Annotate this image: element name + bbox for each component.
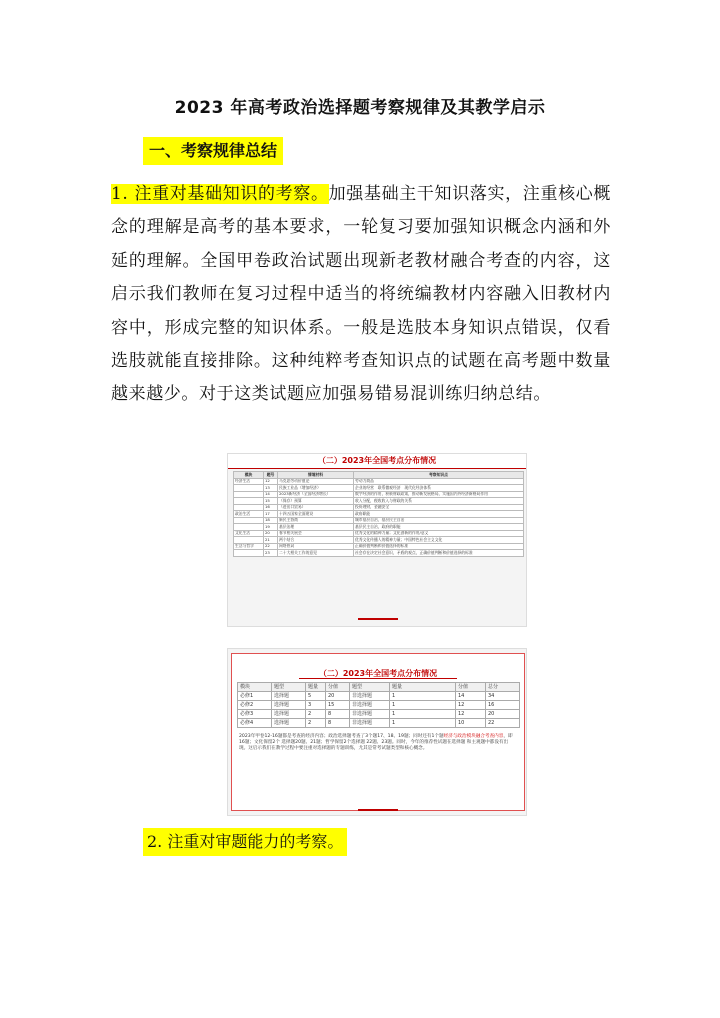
- table-cell: 1: [390, 701, 456, 710]
- table-header-cell: 情境材料: [278, 472, 354, 479]
- table-cell: 社会存在决定社会意识，矛盾的观点，正确价值判断和价值选择的标准: [354, 550, 524, 557]
- table-cell: 34: [486, 692, 520, 701]
- table-cell: 收入分配，税收收入与财政的关系: [354, 498, 524, 505]
- table-cell: 8: [326, 719, 350, 728]
- table-header-cell: 题型: [272, 683, 306, 692]
- figure-2-red-bar: [358, 809, 398, 811]
- figure-1-table: [233, 471, 524, 557]
- paragraph-point-1: [111, 178, 611, 412]
- section-heading: 一、考察规律总结: [143, 137, 283, 165]
- figure-2-frame: [231, 653, 525, 811]
- table-cell: 选择题: [272, 692, 306, 701]
- figure-1-caption: （二）2023年全国考点分布情况: [228, 454, 526, 469]
- table-cell: 劳动力商品: [354, 478, 524, 485]
- table-cell: 12: [456, 701, 486, 710]
- table-cell: 民族工业品（增加经济）: [278, 485, 354, 492]
- figure-2-note: [239, 734, 517, 752]
- table-cell: 春节相关展会: [278, 530, 354, 537]
- table-row: [234, 550, 524, 557]
- table-cell: 选择题: [272, 719, 306, 728]
- figure-2-note-text-2: ，即16题；文化保留2个 选择题20题、21题；哲学保留2个选择题 22题、23题。同时，今年的推荐性试题在选择题 和主观题中都没有出现。这启示我们在教学过程中要注重对选择题的专题训练，尤其是常考试题类型和核心概念。: [239, 734, 513, 751]
- table-cell: 1: [390, 719, 456, 728]
- table-cell: 非选择题: [350, 719, 390, 728]
- table-cell: 3: [306, 701, 326, 710]
- table-cell: 12: [264, 478, 278, 485]
- table-cell: [234, 550, 264, 557]
- table-cell: 优秀文化的精神力量；文化创新的作用/意义: [354, 530, 524, 537]
- table-cell: 14: [264, 491, 278, 498]
- table-cell: 5: [306, 692, 326, 701]
- table-cell: 18: [264, 517, 278, 524]
- table-cell: 基层民主自治，政府的职能: [354, 524, 524, 531]
- table-cell: 必修2: [238, 701, 272, 710]
- table-cell: 文化生活: [234, 530, 264, 537]
- table-cell: （保存）预算: [278, 498, 354, 505]
- table-cell: 1: [390, 692, 456, 701]
- table-cell: 政府职能: [354, 511, 524, 518]
- table-cell: 16: [486, 701, 520, 710]
- table-header-cell: 题号: [264, 472, 278, 479]
- table-header-cell: 分值: [326, 683, 350, 692]
- figure-2-note-text: 2023年甲卷12-16题都是考查的经济内容；政治选择题考查了3个题17、18、19题；同时还有1个题: [239, 734, 444, 739]
- table-cell: 22: [486, 719, 520, 728]
- table-cell: 二十大相关工作的意见: [278, 550, 354, 557]
- table-cell: 10: [456, 719, 486, 728]
- table-cell: 1: [390, 710, 456, 719]
- table-header-cell: 题量: [390, 683, 456, 692]
- table-row: [238, 692, 520, 701]
- table-row: [238, 719, 520, 728]
- table-cell: 非选择题: [350, 692, 390, 701]
- table-cell: 20: [326, 692, 350, 701]
- table-cell: 生活与哲学: [234, 543, 264, 550]
- table-cell: 优秀文化传播人的精神力量；中国特色社会主义文化: [354, 537, 524, 544]
- table-cell: 23: [264, 550, 278, 557]
- table-cell: 马克思劳动价值论: [278, 478, 354, 485]
- table-cell: 选择题: [272, 710, 306, 719]
- table-row: [238, 701, 520, 710]
- table-header-cell: 考察知识点: [354, 472, 524, 479]
- table-cell: 20: [264, 530, 278, 537]
- figure-exam-distribution-table: [227, 453, 527, 627]
- table-cell: 21: [264, 537, 278, 544]
- table-cell: 新民主协商: [278, 517, 354, 524]
- table-cell: 非选择题: [350, 701, 390, 710]
- table-row: [238, 710, 520, 719]
- table-cell: 网络热词: [278, 543, 354, 550]
- table-header-cell: 模块: [234, 472, 264, 479]
- table-header-cell: 题量: [306, 683, 326, 692]
- table-cell: 13: [264, 485, 278, 492]
- table-cell: 22: [264, 543, 278, 550]
- table-header-cell: 模块: [238, 683, 272, 692]
- table-cell: （进出口贸易）: [278, 504, 354, 511]
- figure-2-table: [237, 682, 520, 728]
- table-cell: 企业的经营 联系微观经济 现代化经济体系: [354, 485, 524, 492]
- table-cell: 数字经济的作用，积极财政政策，推动新发展格局，实施国内外经济新格局作用: [354, 491, 524, 498]
- table-cell: 十四五国家全面建设: [278, 511, 354, 518]
- point-1-text: 加强基础主干知识落实，注重核心概念的理解是高考的基本要求，一轮复习要加强知识概念内涵和外延的理解。全国甲卷政治试题出现新老教材融合考查的内容，这启示我们教师在复习过程中适当的将统编教材内容融入旧教材内容中，形成完整的知识体系。一般是选肢本身知识点错误，仅看选肢就能直接排除。这种纯粹考查知识点的试题在高考题中数量越来越少。对于这类试题应加强易错易混训练归纳总结。: [111, 184, 611, 405]
- table-cell: 20: [486, 710, 520, 719]
- table-cell: 投资理财，金融安全: [354, 504, 524, 511]
- table-cell: 14: [456, 692, 486, 701]
- table-cell: 16: [264, 504, 278, 511]
- table-cell: 正确价值判断和价值选择的标准: [354, 543, 524, 550]
- table-cell: 必修1: [238, 692, 272, 701]
- table-cell: 城市基层自治，基层民主自治: [354, 517, 524, 524]
- table-header-cell: 分值: [456, 683, 486, 692]
- figure-score-distribution-table: [227, 648, 527, 816]
- document-title: 2023 年高考政治选择题考察规律及其教学启示: [174, 98, 546, 118]
- table-cell: 15: [326, 701, 350, 710]
- point-1-label: 1. 注重对基础知识的考察。: [111, 184, 329, 204]
- point-2-label: 2. 注重对审题能力的考察。: [143, 828, 347, 856]
- table-cell: 基层治理: [278, 524, 354, 531]
- figure-2-note-highlight: 经济与政治模块融合考查内容: [443, 734, 504, 739]
- table-cell: 19: [264, 524, 278, 531]
- table-cell: 15: [264, 498, 278, 505]
- table-cell: 2: [306, 719, 326, 728]
- table-cell: 2: [306, 710, 326, 719]
- table-cell: 非选择题: [350, 710, 390, 719]
- table-cell: 12: [456, 710, 486, 719]
- table-cell: 8: [326, 710, 350, 719]
- table-header-cell: 总分: [486, 683, 520, 692]
- table-cell: 两个结合: [278, 537, 354, 544]
- table-cell: 经济生活: [234, 478, 264, 485]
- table-header-cell: 题型: [350, 683, 390, 692]
- table-cell: 政治生活: [234, 511, 264, 518]
- figure-2-caption: （二）2023年全国考点分布情况: [299, 669, 457, 679]
- table-cell: 必修3: [238, 710, 272, 719]
- table-cell: 必修4: [238, 719, 272, 728]
- table-cell: 17: [264, 511, 278, 518]
- table-cell: 选择题: [272, 701, 306, 710]
- table-cell: 2023新经济（全国经济增长）: [278, 491, 354, 498]
- figure-1-red-bar: [358, 618, 398, 620]
